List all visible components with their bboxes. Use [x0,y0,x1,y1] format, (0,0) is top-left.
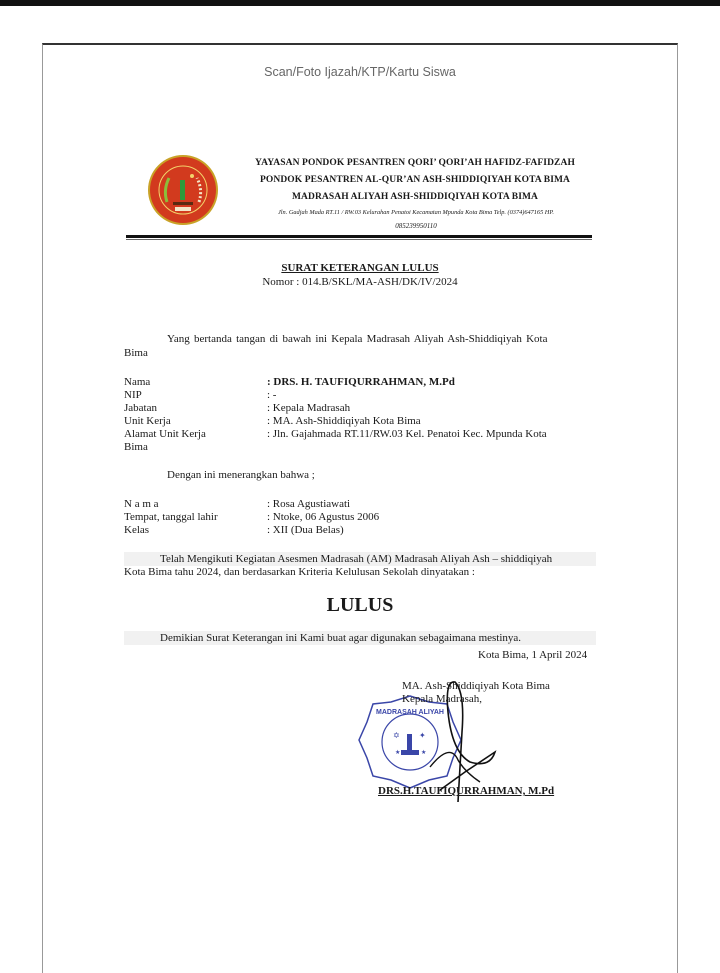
letterhead-line-3: MADRASAH ALIYAH ASH-SHIDDIQIYAH KOTA BIMA [291,192,539,202]
signer-position-value: : Kepala Madrasah [267,402,351,414]
result-lulus: LULUS [326,594,394,616]
frame-title: Scan/Foto Ijazah/KTP/Kartu Siswa [264,65,456,79]
document-title: SURAT KETERANGAN LULUS [281,262,439,274]
school-logo-icon [147,154,219,226]
student-class-label: Kelas [124,524,150,536]
signer-unit-value: : MA. Ash-Shiddiqiyah Kota Bima [267,415,421,427]
student-birth-value: : Ntoke, 06 Agustus 2006 [267,511,380,523]
sign-name: DRS.H.TAUFIQURRAHMAN, M.Pd [378,785,555,797]
svg-text:MADRASAH ALIYAH: MADRASAH ALIYAH [376,709,444,716]
statement-text: Dengan ini menerangkan bahwa ; [167,469,315,481]
closing-text: Demikian Surat Keterangan ini Kami buat agar digunakan sebagaimana mestinya. [160,632,522,644]
letterhead-line-2: PONDOK PESANTREN AL-QUR’AN ASH-SHIDDIQIYAH KOTA BIMA [259,175,571,185]
svg-text:★: ★ [421,750,427,756]
place-date: Kota Bima, 1 April 2024 [478,649,588,661]
signer-name-label: Nama [124,376,151,388]
signer-address-label: Alamat Unit Kerja [124,428,206,440]
letterhead-line-1: YAYASAN PONDOK PESANTREN QORI’ QORI’AH HAFIDZ-FAFIDZAH [255,158,575,168]
sign-role: Kepala Madrasah, [402,693,483,705]
signer-nip-label: NIP [124,389,142,401]
svg-text:✦: ✦ [419,731,426,740]
signer-address-value: : Jln. Gajahmada RT.11/RW.03 Kel. Penatoi Kec. Mpunda Kota [267,428,547,440]
student-class-value: : XII (Dua Belas) [267,524,344,536]
student-birth-label: Tempat, tanggal lahir [124,511,218,523]
body-text: Telah Mengikuti Kegiatan Asesmen Madrasah (AM) Madrasah Aliyah Ash – shiddiqiyah [160,553,553,565]
signer-position-label: Jabatan [124,402,157,414]
intro-text: Yang bertanda tangan di bawah ini Kepala Madrasah Aliyah Ash-Shiddiqiyah Kota [167,333,548,345]
letterhead-rule [126,235,592,238]
signer-address-cont: Bima [124,441,148,453]
intro-text-cont: Bima [124,347,148,359]
body-text-cont: Kota Bima tahu 2024, dan berdasarkan Kriteria Kelulusan Sekolah dinyatakan : [124,566,475,578]
top-bar [0,0,720,6]
signer-unit-label: Unit Kerja [124,415,171,427]
letterhead-phone: 085239950110 [395,222,437,230]
svg-text:✡: ✡ [393,731,400,740]
student-name-value: : Rosa Agustiawati [267,498,351,510]
signer-nip-value: : - [267,389,277,401]
letterhead-rule-thin [126,239,592,240]
signer-name-value: : DRS. H. TAUFIQURRAHMAN, M.Pd [267,376,455,388]
document-number: Nomor : 014.B/SKL/MA-ASH/DK/IV/2024 [262,276,458,288]
student-name-label: N a m a [124,498,159,510]
sign-organization: MA. Ash-Shiddiqiyah Kota Bima [402,680,550,692]
letterhead-address: Jln. Gadjah Mada RT.11 / RW.03 Kelurahan Penatoi Kecamatan Mpunda Kota Bima Telp. (0374)647165 HP. [278,209,554,216]
svg-text:★: ★ [395,750,401,756]
